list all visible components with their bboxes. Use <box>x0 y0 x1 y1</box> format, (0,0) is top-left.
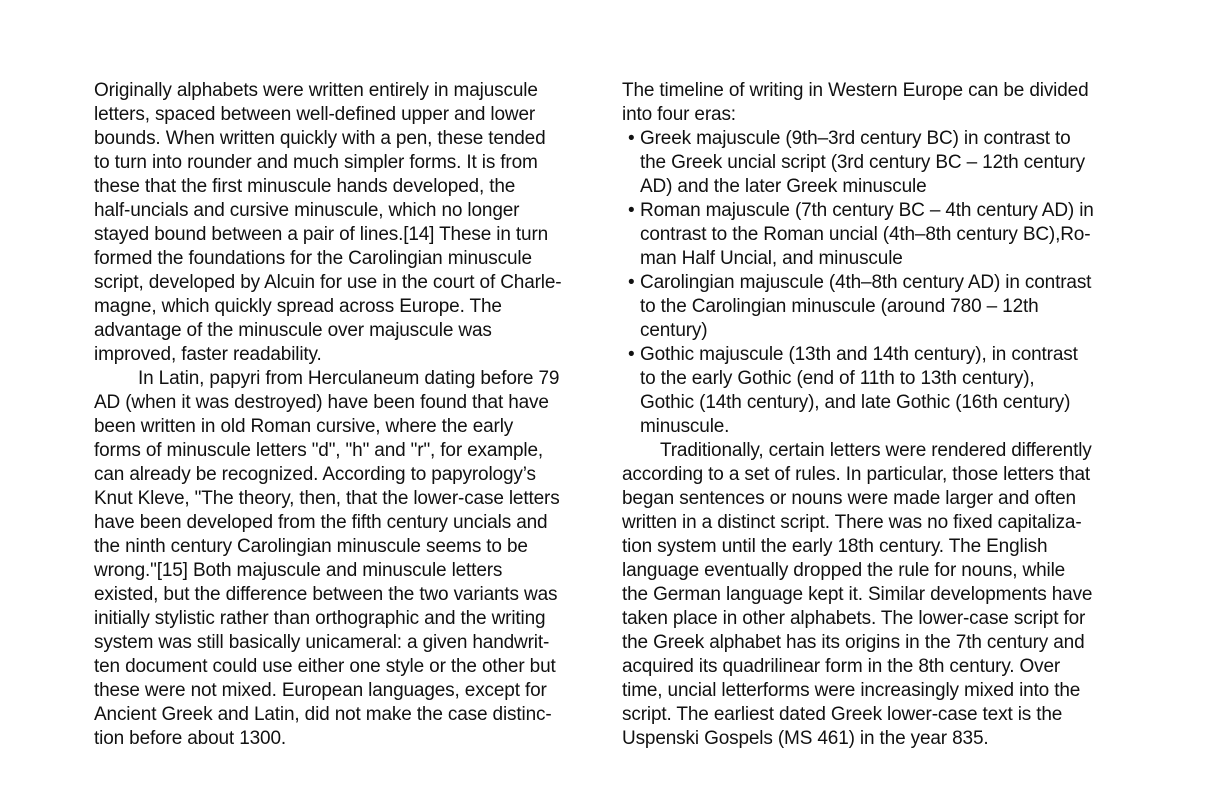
text-line: can already be recognized. According to papyrology’s <box>94 464 536 485</box>
text-line: been written in old Roman cursive, where the early <box>94 416 514 437</box>
text-line: forms of minuscule letters "d", "h" and "r", for example, <box>94 440 544 461</box>
text-line: contrast to the Roman uncial (4th–8th century BC),Ro- <box>640 224 1091 245</box>
text-line: the German language kept it. Similar developments have <box>622 584 1093 605</box>
text-line: wrong."[15] Both majuscule and minuscule letters <box>94 560 503 581</box>
text-line: AD (when it was destroyed) have been found that have <box>94 392 549 413</box>
list-item-text: Carolingian majuscule (4th–8th century AD) in contrast <box>640 272 1092 293</box>
list-item <box>622 127 1130 199</box>
text-line: AD) and the later Greek minuscule <box>640 176 927 197</box>
text-line: taken place in other alphabets. The lower-case script for <box>622 608 1086 629</box>
text-line: language eventually dropped the rule for nouns, while <box>622 560 1066 581</box>
text-line: Ancient Greek and Latin, did not make the case distinc- <box>94 704 552 725</box>
text-line: Gothic (14th century), and late Gothic (16th century) <box>640 392 1071 413</box>
text-line: system was still basically unicameral: a given handwrit- <box>94 632 550 653</box>
text-line: to the early Gothic (end of 11th to 13th century), <box>640 368 1035 389</box>
text-line: The timeline of writing in Western Europe can be divided <box>622 80 1089 101</box>
list-item <box>622 271 1130 343</box>
text-line: existed, but the difference between the two variants was <box>94 584 558 605</box>
left-column <box>94 79 598 751</box>
text-line: Knut Kleve, "The theory, then, that the lower-case letters <box>94 488 560 509</box>
text-line: ten document could use either one style or the other but <box>94 656 556 677</box>
bullet-mark: • <box>628 128 635 149</box>
text-line: script. The earliest dated Greek lower-case text is the <box>622 704 1063 725</box>
text-line: magne, which quickly spread across Europe. The <box>94 296 502 317</box>
text-line: Originally alphabets were written entirely in majuscule <box>94 80 538 101</box>
text-line: stayed bound between a pair of lines.[14] These in turn <box>94 224 549 245</box>
list-item <box>622 199 1130 271</box>
text-line: to turn into rounder and much simpler forms. It is from <box>94 152 538 173</box>
text-line: the Greek alphabet has its origins in the 7th century and <box>622 632 1085 653</box>
text-line <box>622 343 1130 367</box>
text-line: acquired its quadrilinear form in the 8th century. Over <box>622 656 1061 677</box>
text-line: into four eras: <box>622 104 736 125</box>
text-line: man Half Uncial, and minuscule <box>640 248 903 269</box>
text-line: according to a set of rules. In particular, those letters that <box>622 464 1091 485</box>
paragraph-latin-papyri <box>94 367 598 751</box>
text-line: improved, faster readability. <box>94 344 322 365</box>
bullet-mark: • <box>628 344 635 365</box>
text-line: time, uncial letterforms were increasingly mixed into the <box>622 680 1081 701</box>
text-line: minuscule. <box>640 416 730 437</box>
paragraph-capitalization-rules <box>622 439 1130 751</box>
text-line: bounds. When written quickly with a pen, these tended <box>94 128 546 149</box>
era-list <box>622 127 1130 439</box>
list-item-text: Roman majuscule (7th century BC – 4th century AD) in <box>640 200 1094 221</box>
list-item-text: Gothic majuscule (13th and 14th century), in contrast <box>640 344 1078 365</box>
bullet-mark: • <box>628 200 635 221</box>
text-line: Uspenski Gospels (MS 461) in the year 835. <box>622 728 989 749</box>
text-line: letters, spaced between well-defined upper and lower <box>94 104 536 125</box>
text-line: tion before about 1300. <box>94 728 286 749</box>
text-line <box>622 127 1130 151</box>
text-line: initially stylistic rather than orthographic and the writing <box>94 608 546 629</box>
text-line: the ninth century Carolingian minuscule seems to be <box>94 536 528 557</box>
text-line: have been developed from the fifth century uncials and <box>94 512 548 533</box>
list-item <box>622 343 1130 439</box>
text-line: to the Carolingian minuscule (around 780 – 12th <box>640 296 1039 317</box>
text-line: Traditionally, certain letters were rendered differently <box>660 440 1092 461</box>
text-line: these that the first minuscule hands developed, the <box>94 176 516 197</box>
text-line <box>622 271 1130 295</box>
paragraph-minuscule-origins <box>94 79 598 367</box>
text-line: began sentences or nouns were made larger and often <box>622 488 1076 509</box>
text-line: advantage of the minuscule over majuscule was <box>94 320 492 341</box>
text-line: In Latin, papyri from Herculaneum dating before 79 <box>138 368 560 389</box>
text-line: written in a distinct script. There was no fixed capitaliza- <box>622 512 1082 533</box>
text-line: century) <box>640 320 708 341</box>
text-line: tion system until the early 18th century. The English <box>622 536 1048 557</box>
text-line: these were not mixed. European languages, except for <box>94 680 547 701</box>
paragraph-timeline-intro <box>622 79 1130 127</box>
right-column <box>622 79 1130 751</box>
text-line: half-uncials and cursive minuscule, which no longer <box>94 200 520 221</box>
bullet-mark: • <box>628 272 635 293</box>
list-item-text: Greek majuscule (9th–3rd century BC) in contrast to <box>640 128 1071 149</box>
text-line: script, developed by Alcuin for use in the court of Charle- <box>94 272 562 293</box>
text-line: formed the foundations for the Carolingian minuscule <box>94 248 532 269</box>
text-line: the Greek uncial script (3rd century BC – 12th century <box>640 152 1085 173</box>
text-line <box>622 199 1130 223</box>
